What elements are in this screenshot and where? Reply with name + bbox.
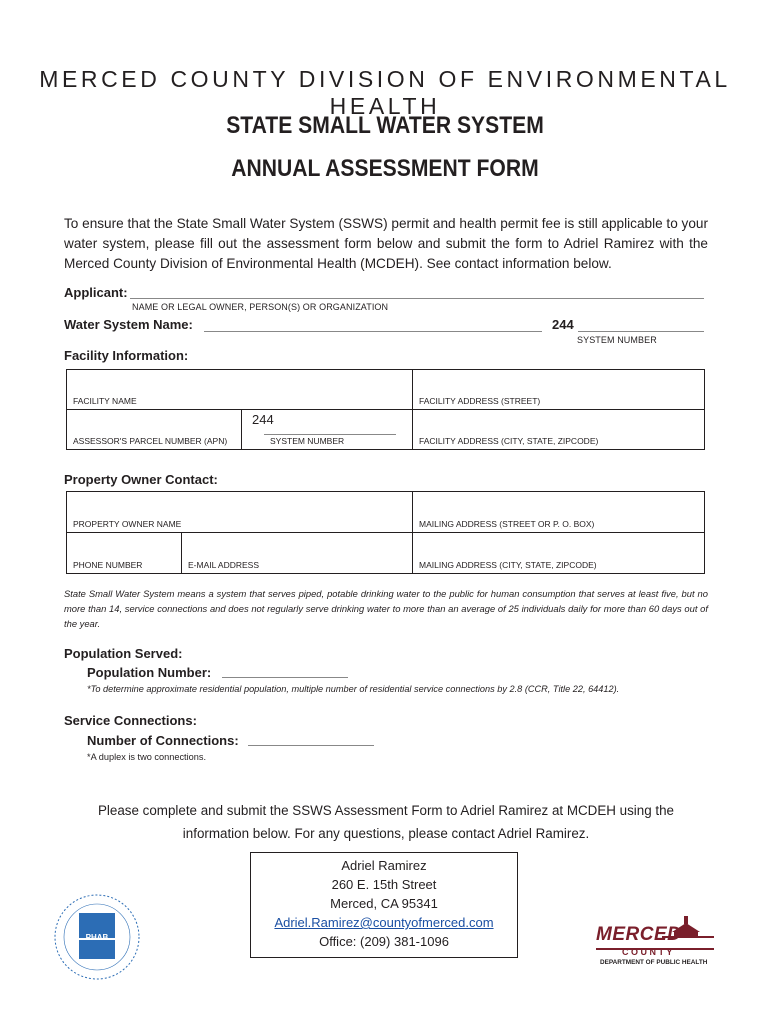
apn-label: ASSESSOR'S PARCEL NUMBER (APN) bbox=[73, 436, 228, 446]
water-system-number-prefix: 244 bbox=[552, 317, 574, 332]
county-logo-word: C O U N T Y bbox=[622, 947, 673, 957]
applicant-input-line[interactable] bbox=[130, 298, 704, 299]
form-title-line2: ANNUAL ASSESSMENT FORM bbox=[231, 155, 539, 182]
facility-address-city-cell[interactable] bbox=[413, 410, 705, 450]
merced-county-logo bbox=[592, 914, 722, 974]
contact-office-phone: Office: (209) 381-1096 bbox=[319, 934, 449, 949]
mailing-street-cell[interactable] bbox=[413, 492, 705, 533]
closing-line2: information below. For any questions, please contact Adriel Ramirez. bbox=[182, 826, 590, 841]
facility-name-label: FACILITY NAME bbox=[73, 396, 137, 406]
facility-system-number-line bbox=[264, 434, 396, 435]
phone-label: PHONE NUMBER bbox=[73, 560, 143, 570]
owner-contact-table bbox=[66, 491, 705, 574]
merced-logo-word: MERCED bbox=[596, 924, 682, 945]
facility-info-heading: Facility Information: bbox=[64, 348, 189, 363]
phab-logo-text: PHAB bbox=[85, 933, 109, 942]
apn-cell[interactable] bbox=[67, 410, 242, 450]
phab-accreditation-logo bbox=[50, 890, 144, 984]
facility-system-prefix: 244 bbox=[252, 412, 274, 427]
ssws-definition: State Small Water System means a system that serves piped, potable drinking water to the public for human consumption that serves at least five, but no more than 14, service connections and does not regularly serve drinking water to more than an average of 25 individuals daily for more than 60 days out of the year. bbox=[64, 588, 708, 629]
facility-address-street-cell[interactable] bbox=[413, 370, 705, 410]
mailing-city-label: MAILING ADDRESS (CITY, STATE, ZIPCODE) bbox=[419, 560, 597, 570]
form-title-line1: STATE SMALL WATER SYSTEM bbox=[226, 112, 544, 139]
connections-number-label: Number of Connections: bbox=[87, 733, 239, 748]
contact-street: 260 E. 15th Street bbox=[331, 877, 437, 892]
mailing-street-label: MAILING ADDRESS (STREET OR P. O. BOX) bbox=[419, 519, 595, 529]
facility-system-number-cell[interactable] bbox=[242, 410, 413, 450]
applicant-label: Applicant: bbox=[64, 285, 128, 300]
population-heading: Population Served: bbox=[64, 646, 183, 661]
agency-name: MERCED COUNTY DIVISION OF ENVIRONMENTAL HEALTH bbox=[39, 66, 731, 119]
facility-address-city-label: FACILITY ADDRESS (CITY, STATE, ZIPCODE) bbox=[419, 436, 599, 446]
contact-email-link[interactable]: Adriel.Ramirez@countyofmerced.com bbox=[274, 915, 494, 930]
owner-name-cell[interactable] bbox=[67, 492, 413, 533]
closing-text bbox=[64, 799, 708, 845]
connections-note: *A duplex is two connections. bbox=[87, 752, 206, 762]
population-number-input-line[interactable] bbox=[222, 677, 348, 678]
facility-system-number-label: SYSTEM NUMBER bbox=[270, 436, 345, 446]
department-logo-text: DEPARTMENT OF PUBLIC HEALTH bbox=[600, 959, 708, 966]
facility-info-table bbox=[66, 369, 705, 450]
contact-city: Merced, CA 95341 bbox=[330, 896, 438, 911]
facility-address-street-label: FACILITY ADDRESS (STREET) bbox=[419, 396, 541, 406]
phone-cell[interactable] bbox=[67, 533, 182, 574]
owner-name-label: PROPERTY OWNER NAME bbox=[73, 519, 182, 529]
water-system-number-input-line[interactable] bbox=[578, 331, 704, 332]
closing-line1: Please complete and submit the SSWS Assessment Form to Adriel Ramirez at MCDEH using the bbox=[97, 803, 675, 818]
applicant-sublabel: NAME OR LEGAL OWNER, PERSON(S) OR ORGANIZATION bbox=[132, 302, 389, 312]
connections-number-input-line[interactable] bbox=[248, 745, 374, 746]
mailing-city-cell[interactable] bbox=[413, 533, 705, 574]
contact-box bbox=[250, 852, 518, 958]
population-note: *To determine approximate residential population, multiple number of residential service connections by 2.8 (CCR, Title 22, 64412). bbox=[87, 684, 620, 694]
contact-name: Adriel Ramirez bbox=[341, 858, 427, 873]
facility-name-cell[interactable] bbox=[67, 370, 413, 410]
email-label: E-MAIL ADDRESS bbox=[188, 560, 260, 570]
owner-contact-heading: Property Owner Contact: bbox=[64, 472, 218, 487]
connections-heading: Service Connections: bbox=[64, 713, 197, 728]
email-cell[interactable] bbox=[182, 533, 413, 574]
water-system-name-label: Water System Name: bbox=[64, 317, 193, 332]
population-number-label: Population Number: bbox=[87, 665, 212, 680]
water-system-number-sublabel: SYSTEM NUMBER bbox=[577, 335, 657, 345]
intro-paragraph: To ensure that the State Small Water System (SSWS) permit and health permit fee is still applicable to your water system, please fill out the assessment form below and submit the form to Adriel Ramirez with the Merced County Division of Environmental Health (MCDEH). See contact information below. bbox=[64, 216, 708, 271]
water-system-name-input-line[interactable] bbox=[204, 331, 542, 332]
